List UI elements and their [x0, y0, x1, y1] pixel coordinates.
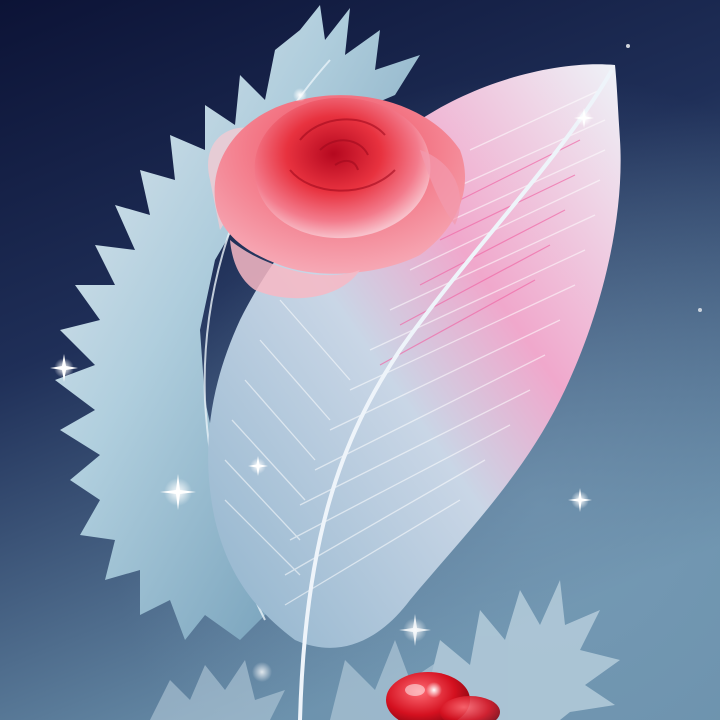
sparkle	[698, 308, 702, 312]
sparkle	[293, 88, 307, 102]
sparkle	[426, 682, 442, 698]
sparkle	[252, 662, 272, 682]
sparkle	[626, 44, 630, 48]
